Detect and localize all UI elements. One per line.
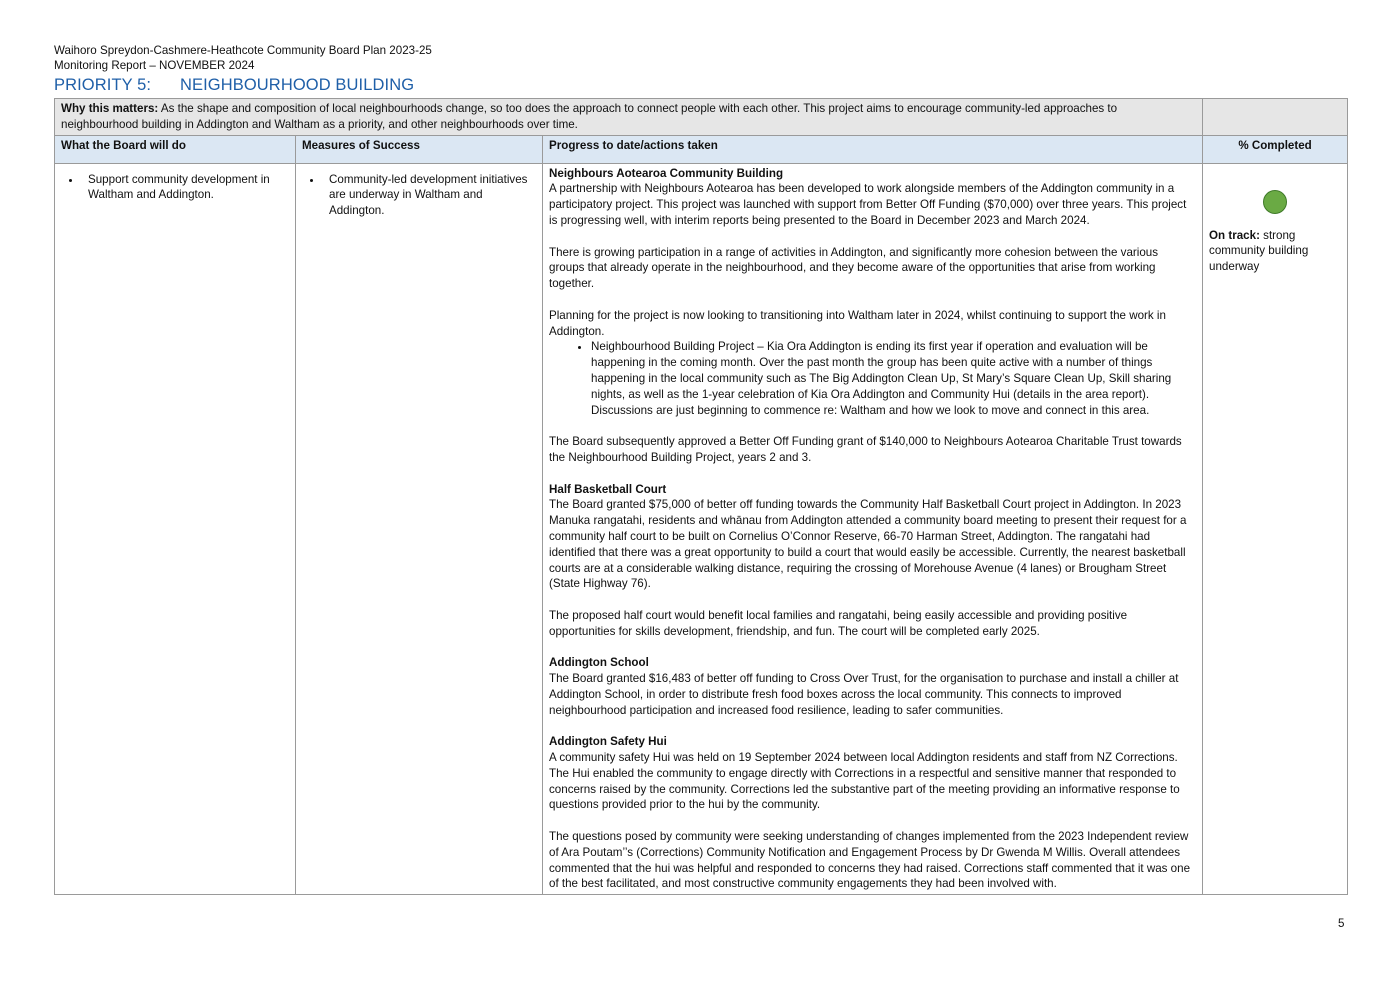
- status-label: On track:: [1209, 228, 1260, 242]
- measures-cell: [296, 163, 543, 895]
- why-empty-cell: [1203, 99, 1348, 136]
- why-cell: [55, 99, 1203, 136]
- status-text: [1209, 228, 1341, 275]
- priority-number: PRIORITY 5:: [54, 76, 152, 94]
- priority-title: NEIGHBOURHOOD BUILDING: [180, 76, 415, 94]
- column-header-board: What the Board will do: [55, 135, 296, 163]
- progress-paragraph: The proposed half court would benefit local families and rangatahi, being easily accessible and providing positive opportunities for skills development, friendship, and fun. The court will be completed early 2025.: [549, 608, 1128, 638]
- priority-table: [54, 98, 1348, 895]
- why-row: [55, 99, 1348, 136]
- progress-paragraph: The Board granted $75,000 of better off funding towards the Community Half Basketball Court project in Addington. In 2023 Manuka rangatahi, residents and whānau from Addington attended a community board meeting to present their request for a community half court to be built on Cornelius O’Connor Reserve, 66-70 Harman Street, Addington. The rangatahi had identified that there was a great opportunity to build a court that would easily be accessible. Currently, the nearest basketball courts are at a considerable walking distance, requiring the crossing of Morehouse Avenue (4 lanes) or Brougham Street (State Highway 76).: [549, 498, 1187, 591]
- priority-heading: [54, 76, 414, 95]
- section-heading-addington-safety-hui: Addington Safety Hui: [549, 735, 667, 749]
- status-description: strong community building underway: [1209, 228, 1309, 274]
- progress-paragraph: The Board granted $16,483 of better off funding to Cross Over Trust, for the organisation to purchase and install a chiller at Addington School, in order to distribute fresh food boxes across the local community. This connects to improved neighbourhood participation and increased food resilience, leading to safer communities.: [549, 672, 1179, 717]
- column-header-completed: % Completed: [1203, 135, 1348, 163]
- completed-cell: [1203, 163, 1348, 895]
- page-number: 5: [1338, 917, 1345, 930]
- why-text: As the shape and composition of local neighbourhoods change, so too does the approach to connect people with each other. This project aims to encourage community-led approaches to neighbourhood building in Addington and Waltham as a priority, and other neighbourhoods over time.: [61, 102, 1118, 131]
- table-row: [55, 163, 1348, 895]
- header-report-date: Monitoring Report – NOVEMBER 2024: [54, 58, 255, 72]
- progress-cell: [543, 163, 1203, 895]
- why-label: Why this matters:: [61, 102, 159, 115]
- section-heading-addington-school: Addington School: [549, 656, 649, 670]
- column-header-measures: Measures of Success: [296, 135, 543, 163]
- section-heading-half-basketball-court: Half Basketball Court: [549, 482, 667, 496]
- header-plan-title: Waihoro Spreydon-Cashmere-Heathcote Community Board Plan 2023-25: [54, 44, 432, 57]
- progress-paragraph: There is growing participation in a range of activities in Addington, and significantly more cohesion between the various groups that already operate in the neighbourhood, and they become aware of the opportunities that arise from working together.: [549, 245, 1159, 291]
- column-header-progress: Progress to date/actions taken: [543, 135, 1203, 163]
- progress-bullet-item: • Neighbourhood Building Project – Kia Ora Addington is ending its first year if operation and evaluation will be happening in the coming month. Over the past month the group has been quite active with a number of things happening in the local community such as The Big Addington Clean Up, St Mary’s Square Clean Up, Skill sharing nights, as well as the 1-year celebration of Kia Ora Addington and Community Hui (details in the area report). Discussions are just beginning to commence re: Waltham and how we look to move and connect in this area.: [591, 339, 1196, 418]
- column-header-row: [55, 135, 1348, 163]
- status-indicator-dot: [1263, 190, 1287, 214]
- measure-item: • Community-led development initiatives are underway in Waltham and Addington.: [323, 172, 536, 219]
- board-action-item: • Support community development in Waltham and Addington.: [82, 172, 289, 204]
- progress-paragraph: The Board subsequently approved a Better Off Funding grant of $140,000 to Neighbours Aotearoa Charitable Trust towards the Neighbourhood Building Project, years 2 and 3.: [549, 435, 1182, 464]
- board-cell: [55, 163, 296, 895]
- document-header: [54, 44, 432, 73]
- progress-paragraph: A community safety Hui was held on 19 September 2024 between local Addington residents and staff from NZ Corrections. The Hui enabled the community to engage directly with Corrections in a respectful and sensitive manner that responded to concerns raised by the community. Corrections led the substantive part of the meeting providing an informative response to questions provided prior to the hui by the community.: [549, 751, 1180, 812]
- progress-paragraph: Planning for the project is now looking to transitioning into Waltham later in 2024, whilst continuing to support the work in Addington.: [549, 308, 1166, 338]
- progress-paragraph: The questions posed by community were seeking understanding of changes implemented from the 2023 Independent review of Ara Poutam’’s (Corrections) Community Notification and Engagement Process by Dr Gwenda M Willis. Overall attendees commented that the hui was helpful and responded to concerns they had raised. Corrections staff commented that it was one of the best facilitated, and most constructive community engagements they had been involved with.: [549, 830, 1191, 891]
- section-heading-neighbours-aotearoa: Neighbours Aotearoa Community Building: [549, 166, 784, 180]
- progress-paragraph: A partnership with Neighbours Aotearoa has been developed to work alongside members of the Addington community in a participatory project. This project was launched with support from Better Off Funding ($70,000) over three years. This project is progressing well, with interim reports being presented to the Board in December 2023 and March 2024.: [549, 182, 1187, 227]
